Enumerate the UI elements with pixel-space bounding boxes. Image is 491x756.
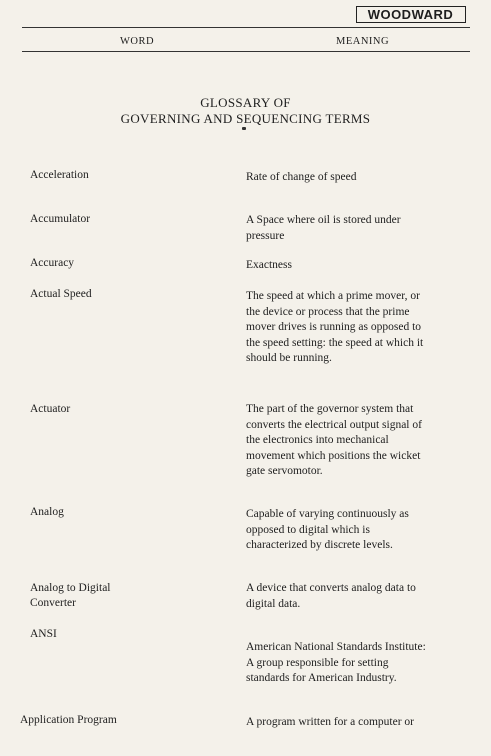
term-application-program: Application Program	[20, 714, 117, 726]
meaning-actuator: The part of the governor system that converts the electrical output signal of the electronics into mechanical movement which positions the wicket gate servomotor.	[246, 403, 422, 477]
term-acceleration: Acceleration	[30, 169, 89, 181]
term-actual-speed: Actual Speed	[30, 288, 92, 300]
term-actuator: Actuator	[30, 403, 71, 415]
term-accumulator: Accumulator	[30, 213, 91, 225]
title-bullet	[242, 127, 246, 130]
meaning-acceleration: Rate of change of speed	[246, 171, 357, 183]
title-line-1: GLOSSARY OF	[200, 95, 291, 110]
meaning-accumulator: A Space where oil is stored under pressure	[246, 214, 401, 242]
meaning-accuracy: Exactness	[246, 259, 292, 271]
term-analog: Analog	[30, 506, 64, 518]
meaning-application-program: A program written for a computer or	[246, 716, 414, 728]
term-analog-to-digital-converter: Analog to Digital Converter	[30, 582, 111, 609]
top-rule	[22, 27, 470, 28]
term-ansi: ANSI	[30, 628, 57, 640]
meaning-column-header: MEANING	[336, 36, 390, 47]
meaning-ansi: American National Standards Institute: A group responsible for setting standards for American Industry.	[246, 641, 426, 684]
meaning-actual-speed: The speed at which a prime mover, or the device or process that the prime mover drives is running as opposed to the speed setting: the speed at which it should be running.	[246, 290, 424, 364]
page-title	[0, 95, 491, 127]
header-rule	[22, 51, 470, 52]
word-column-header: WORD	[120, 36, 155, 47]
title-line-2: GOVERNING AND SEQUENCING TERMS	[120, 111, 371, 126]
term-accuracy: Accuracy	[30, 257, 75, 269]
meaning-analog: Capable of varying continuously as opposed to digital which is characterized by discrete levels.	[246, 508, 409, 551]
meaning-analog-to-digital-converter: A device that converts analog data to digital data.	[246, 582, 416, 610]
woodward-logo: WOODWARD	[367, 7, 454, 22]
